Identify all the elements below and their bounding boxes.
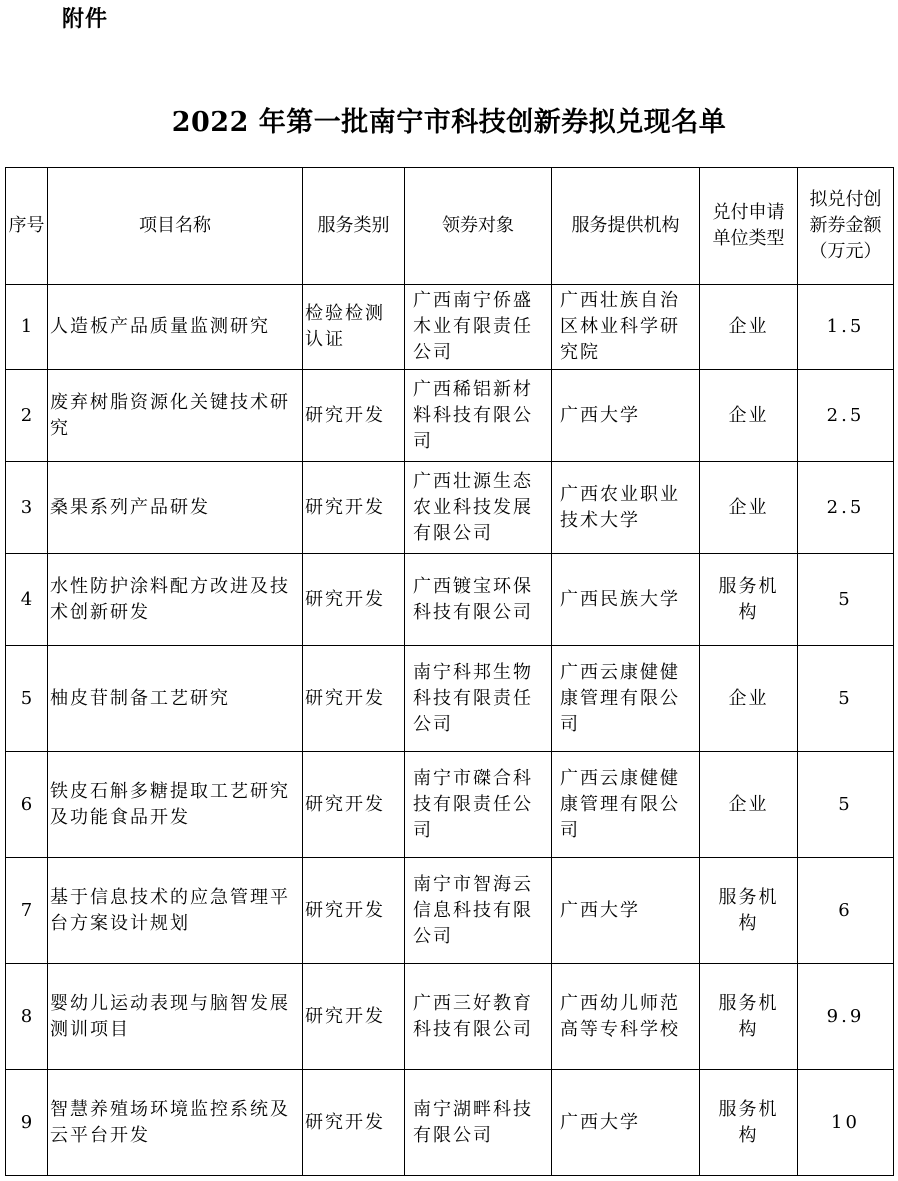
cell-no: 7 xyxy=(6,858,48,964)
cell-recipient: 南宁市智海云信息科技有限公司 xyxy=(405,858,552,964)
cell-applicant-type: 企业 xyxy=(700,752,798,858)
cell-amount: 2.5 xyxy=(798,370,894,462)
cell-recipient: 广西镀宝环保科技有限公司 xyxy=(405,554,552,646)
header-project: 项目名称 xyxy=(48,168,303,285)
cell-no: 3 xyxy=(6,462,48,554)
cell-recipient: 广西壮源生态农业科技发展有限公司 xyxy=(405,462,552,554)
cell-applicant-type: 服务机构 xyxy=(700,964,798,1070)
cell-amount: 2.5 xyxy=(798,462,894,554)
cell-category: 研究开发 xyxy=(303,370,405,462)
cell-amount: 1.5 xyxy=(798,285,894,370)
cell-recipient: 南宁市磔合科技有限责任公司 xyxy=(405,752,552,858)
cell-recipient: 南宁湖畔科技有限公司 xyxy=(405,1070,552,1176)
cell-recipient: 广西三好教育科技有限公司 xyxy=(405,964,552,1070)
cell-project: 桑果系列产品研发 xyxy=(48,462,303,554)
cell-provider: 广西大学 xyxy=(552,370,700,462)
cell-applicant-type: 服务机构 xyxy=(700,1070,798,1176)
cell-provider: 广西云康健健康管理有限公司 xyxy=(552,752,700,858)
cell-amount: 5 xyxy=(798,554,894,646)
table-row xyxy=(6,1070,894,1176)
cell-no: 9 xyxy=(6,1070,48,1176)
attachment-label: 附件 xyxy=(62,7,109,32)
cell-applicant-type: 企业 xyxy=(700,285,798,370)
cell-no: 1 xyxy=(6,285,48,370)
cell-provider: 广西大学 xyxy=(552,858,700,964)
cell-category: 研究开发 xyxy=(303,964,405,1070)
table-row xyxy=(6,285,894,370)
table-row xyxy=(6,752,894,858)
cell-project: 柚皮苷制备工艺研究 xyxy=(48,646,303,752)
table-row xyxy=(6,964,894,1070)
cell-recipient: 广西稀铝新材料科技有限公司 xyxy=(405,370,552,462)
cell-no: 4 xyxy=(6,554,48,646)
header-amount: 拟兑付创新券金额（万元） xyxy=(798,168,894,285)
header-no: 序号 xyxy=(6,168,48,285)
cell-no: 8 xyxy=(6,964,48,1070)
voucher-table xyxy=(5,167,894,1176)
cell-applicant-type: 企业 xyxy=(700,370,798,462)
cell-no: 6 xyxy=(6,752,48,858)
cell-project: 废弃树脂资源化关键技术研究 xyxy=(48,370,303,462)
cell-provider: 广西幼儿师范高等专科学校 xyxy=(552,964,700,1070)
cell-applicant-type: 服务机构 xyxy=(700,554,798,646)
cell-provider: 广西云康健健康管理有限公司 xyxy=(552,646,700,752)
cell-project: 智慧养殖场环境监控系统及云平台开发 xyxy=(48,1070,303,1176)
cell-project: 基于信息技术的应急管理平台方案设计规划 xyxy=(48,858,303,964)
cell-project: 人造板产品质量监测研究 xyxy=(48,285,303,370)
cell-project: 婴幼儿运动表现与脑智发展测训项目 xyxy=(48,964,303,1070)
cell-applicant-type: 企业 xyxy=(700,646,798,752)
cell-category: 研究开发 xyxy=(303,752,405,858)
cell-category: 研究开发 xyxy=(303,646,405,752)
header-applicant-type: 兑付申请单位类型 xyxy=(700,168,798,285)
header-category: 服务类别 xyxy=(303,168,405,285)
cell-amount: 5 xyxy=(798,646,894,752)
cell-provider: 广西壮族自治区林业科学研究院 xyxy=(552,285,700,370)
table-row xyxy=(6,646,894,752)
table-header-row xyxy=(6,168,894,285)
cell-category: 研究开发 xyxy=(303,554,405,646)
cell-applicant-type: 企业 xyxy=(700,462,798,554)
cell-category: 研究开发 xyxy=(303,462,405,554)
cell-provider: 广西民族大学 xyxy=(552,554,700,646)
cell-provider: 广西农业职业技术大学 xyxy=(552,462,700,554)
cell-category: 检验检测认证 xyxy=(303,285,405,370)
cell-amount: 10 xyxy=(798,1070,894,1176)
cell-amount: 6 xyxy=(798,858,894,964)
cell-amount: 5 xyxy=(798,752,894,858)
cell-category: 研究开发 xyxy=(303,1070,405,1176)
table-row xyxy=(6,370,894,462)
cell-applicant-type: 服务机构 xyxy=(700,858,798,964)
cell-no: 2 xyxy=(6,370,48,462)
header-recipient: 领券对象 xyxy=(405,168,552,285)
table-row xyxy=(6,858,894,964)
cell-category: 研究开发 xyxy=(303,858,405,964)
cell-recipient: 南宁科邦生物科技有限责任公司 xyxy=(405,646,552,752)
cell-project: 铁皮石斛多糖提取工艺研究及功能食品开发 xyxy=(48,752,303,858)
cell-no: 5 xyxy=(6,646,48,752)
document-title: 2022 年第一批南宁市科技创新券拟兑现名单 xyxy=(171,107,727,138)
cell-project: 水性防护涂料配方改进及技术创新研发 xyxy=(48,554,303,646)
cell-recipient: 广西南宁侨盛木业有限责任公司 xyxy=(405,285,552,370)
table-row xyxy=(6,554,894,646)
table-row xyxy=(6,462,894,554)
header-provider: 服务提供机构 xyxy=(552,168,700,285)
cell-amount: 9.9 xyxy=(798,964,894,1070)
cell-provider: 广西大学 xyxy=(552,1070,700,1176)
